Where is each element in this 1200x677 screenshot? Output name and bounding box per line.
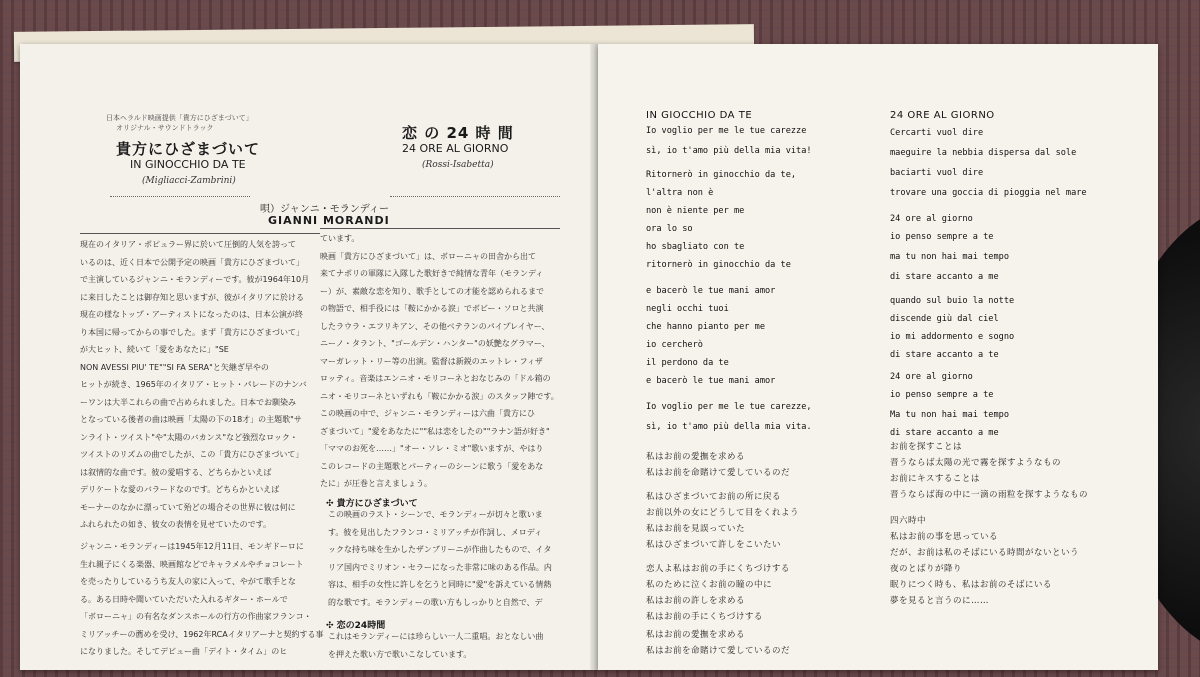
jp-lyric-line: 私はお前の許しを求める <box>646 596 746 606</box>
text-line: ーワンは大半これらの曲で占められました。日本でお馴染み <box>80 397 296 407</box>
lyric-line: io penso sempre a te <box>890 390 994 400</box>
song1-jp-title: 貴方にひざまづいて <box>116 140 261 158</box>
jp-lyric-line: お前にキスすることは <box>890 474 980 484</box>
lyric-line: io penso sempre a te <box>890 232 994 242</box>
article-column-2 <box>320 230 559 493</box>
text-line: が大ヒット、続いて「愛をあなたに」"SE <box>80 345 229 354</box>
text-line: になりました。そしてデビュー曲「デイト・タイム」のヒ <box>80 647 288 656</box>
text-line: の物語で、相手役には「鞍にかかる涙」でボビー・ソロと共演 <box>320 304 544 313</box>
lyric-line: Io voglio per me le tue carezze <box>646 126 807 136</box>
left-page <box>20 44 598 670</box>
jp-lyric-line: 私はお前の手にくちづけする <box>646 612 763 622</box>
lyric-line: ritornerò in ginocchio da te <box>646 260 791 270</box>
jp-lyric-line: 私はひざまづいて許しをこいたい <box>646 540 782 550</box>
jp-lyric-line: 私はひざまづいてお前の所に戻る <box>646 492 782 502</box>
jp-lyric-line: 私はお前を命賭けて愛しているのだ <box>646 468 791 478</box>
lyric-line: ho sbagliato con te <box>646 242 745 252</box>
text-line: 「ママのお死を……」"オー・ソレ・ミオ"歌いますが、やはり <box>320 444 544 453</box>
jp-lyric-line: 私はお前を命賭けて愛しているのだ <box>646 646 791 656</box>
lyrics2-title: 24 ORE AL GIORNO <box>890 110 995 121</box>
lyric-line: io mi addormento e sogno <box>890 332 1015 342</box>
jp-lyric-line: お前以外の女にどうして目をくれよう <box>646 508 800 518</box>
text-line: ニオ・モリコーネといずれも「鞍にかかる涙」のスタッフ陣です。 <box>320 391 559 401</box>
lyric-line: l'altra non è <box>646 188 714 198</box>
text-line: 生れ親子にくる楽器、映画館などでキャラメルやチョコレート <box>80 559 304 569</box>
jp-lyric-line: 晋うならば海の中に一滴の雨粒を探すようなもの <box>890 490 1089 500</box>
text-line: す。彼を見出したフランコ・ミリアッチが作詞し、メロディ <box>328 527 543 537</box>
jp-lyric-line: だが、お前は私のそばにいる時間がないという <box>890 548 1080 558</box>
jp-lyric-line: 夜のとばりが降り <box>890 564 963 574</box>
lyric-line: quando sul buio la notte <box>890 296 1015 306</box>
divider-rule-left <box>80 233 320 234</box>
lyric-line: Ritornerò in ginocchio da te, <box>646 170 797 180</box>
lyric-line: di stare accanto a me <box>890 428 999 438</box>
text-line: いるのは、近く日本で公開予定の映画「貴方にひざまづいて」 <box>80 257 304 267</box>
lyric-line: io cercherò <box>646 340 703 350</box>
song1-it-title: IN GINOCCHIO DA TE <box>130 158 246 171</box>
section-song1-text <box>328 506 552 611</box>
text-line: を売ったりしているうち友人の家に入って、やがて歌手とな <box>80 577 296 586</box>
text-line: モーナーのなかに漂っていて殆どの場合その世界に彼は何に <box>80 502 296 512</box>
jp-lyric-line: 夢を見ると言うのに…… <box>890 596 990 606</box>
lyric-line: sì, io t'amo più della mia vita! <box>646 146 812 156</box>
header-note-line-1: 日本ヘラルド映画提供「貴方にひざまづいて」 <box>106 114 253 122</box>
song2-jp-title: 恋 の 24 時 間 <box>402 124 514 142</box>
lyric-line: Ma tu non hai mai tempo <box>890 410 1009 420</box>
text-line: ー）が、素敵な恋を知り、歌手としての才能を認められるまで <box>320 286 544 296</box>
text-line: ミリアッチーの薦めを受け、1962年RCAイタリアーナと契約する事 <box>80 629 324 639</box>
lyric-line: sì, io t'amo più della mia vita. <box>646 422 812 432</box>
lyric-line: ma tu non hai mai tempo <box>890 252 1009 262</box>
jp-lyric-line: 私はお前の事を思っている <box>890 532 999 542</box>
text-line: 映画「貴方にひざまづいて」は、ボローニャの田舎から出て <box>320 251 536 261</box>
divider-rule-right <box>320 228 560 229</box>
text-line: この映画のラスト・シーンで、モランディーが切々と歌いま <box>328 510 543 519</box>
lyric-line: maeguire la nebbia dispersa dal sole <box>890 148 1077 158</box>
text-line: したラウラ・エフリキアン、その他ベテランのパイプレイヤー、 <box>320 321 550 331</box>
text-line: ヒットが続き、1965年のイタリア・ヒット・パレードのナンバ <box>80 380 307 389</box>
text-line: 現在のイタリア・ポピュラー界に於いて圧倒的人気を誇って <box>80 240 296 249</box>
lyric-line: Cercarti vuol dire <box>890 128 984 138</box>
decorative-dots-left <box>110 196 250 197</box>
text-line: 「ボローニャ」の有名なダンスホールの行方の作曲家フランコ・ <box>80 612 312 621</box>
text-line: 容は、相手の女性に許しを乞うと同時に"愛"を訴えている情熱 <box>328 580 552 589</box>
text-line: を押えた歌い方で歌いこなしています。 <box>328 649 472 659</box>
lyric-line: 24 ore al giorno <box>890 372 973 382</box>
text-line: たに」が圧巻と言えましょう。 <box>320 479 432 488</box>
right-page <box>598 44 1158 670</box>
lyrics1-title: IN GIOCCHIO DA TE <box>646 110 753 121</box>
lyric-line: e bacerò le tue mani amor <box>646 286 776 296</box>
text-line: 来てナポリの軍隊に入隊した歌好きで純情な青年（モランディ <box>320 269 544 278</box>
jp-lyric-line: 晋うならば太陽の光で霧を探すようなもの <box>890 458 1062 468</box>
section-song2-text <box>328 628 543 663</box>
song2-it-title: 24 ORE AL GIORNO <box>402 142 509 155</box>
text-line: NON AVESSI PIU' TE""SI FA SERA"と矢継ぎ早やの <box>80 362 269 372</box>
text-line: となっている後者の曲は映画「太陽の下の18才」の主題歌"サ <box>80 415 302 424</box>
jp-lyric-line: 四六時中 <box>890 516 927 526</box>
text-line: リア国内でミリオン・セラーになった非常に味のある作品。内 <box>328 562 552 572</box>
jp-lyric-line: 私はお前の愛撫を求める <box>646 452 746 462</box>
text-line: デリケートな愛のバラードなのです。どちらかといえば <box>80 485 280 494</box>
lyric-line: che hanno pianto per me <box>646 322 765 332</box>
text-line: これはモランディーには珍らしい一人二重唱。おとなしい曲 <box>328 632 544 641</box>
text-line: ロッティ。音楽はエンニオ・モリコーネとおなじみの「ドル箱の <box>320 374 551 383</box>
article-column-1b <box>80 538 323 661</box>
decorative-dots-right <box>390 196 560 197</box>
text-line: り本国に帰ってからの事でした。まず「貴方にひざまづいて」 <box>80 327 304 337</box>
section-heading-song2: ✣ 恋の24時間 <box>326 621 386 631</box>
lyric-line: Io voglio per me le tue carezze, <box>646 402 812 412</box>
text-line: ニーノ・タラント、"ゴールデン・ハンター"の妖艶なグラマー、 <box>320 339 550 348</box>
lyric-line: 24 ore al giorno <box>890 214 973 224</box>
jp-lyric-line: 眠りにつく時も、私はお前のそばにいる <box>890 580 1052 590</box>
text-line: ンライト・ツイスト"や"太陽のバカンス"など強烈なロック・ <box>80 432 298 442</box>
singer-en: GIANNI MORANDI <box>268 214 390 227</box>
text-line: この映画の中で、ジャンニ・モランディーは六曲「貴方にひ <box>320 409 536 418</box>
jp-lyric-line: 恋人よ私はお前の手にくちづけする <box>646 564 790 574</box>
lyric-line: baciarti vuol dire <box>890 168 984 178</box>
section-heading-song1: ✣ 貴方にひざまづいて <box>326 499 418 509</box>
text-line: ジャンニ・モランディーは1945年12月11日、モンギドーロに <box>80 542 304 551</box>
lyric-line: discende giù dal ciel <box>890 314 999 324</box>
lyric-line: non è niente per me <box>646 206 745 216</box>
text-line: る。ある日時や聞いていただいた入れるギター・ホールで <box>80 594 288 604</box>
text-line: ツイストのリズムの曲でしたが、この「貴方にひざまづいて」 <box>80 450 304 459</box>
lyric-line: di stare accanto a te <box>890 350 999 360</box>
text-line: 現在の様なトップ・アーティストになったのは、日本公演が終 <box>80 310 303 319</box>
header-note-line-2: オリジナル・サウンドトラック <box>116 124 214 132</box>
text-line: に来日したことは御存知と思いますが、彼がイタリアに於ける <box>80 292 304 302</box>
jp-lyric-line: お前を探すことは <box>890 442 963 452</box>
lyric-line: il perdono da te <box>646 358 729 368</box>
lyric-line: di stare accanto a me <box>890 272 999 282</box>
text-line: このレコードの主題歌とパーティーのシーンに歌う「愛をあな <box>320 461 544 471</box>
text-line: ています。 <box>320 234 360 243</box>
article-column-1 <box>80 236 309 534</box>
jp-lyric-line: 私はお前の愛撫を求める <box>646 630 746 640</box>
text-line: で主演しているジャンニ・モランディーです。彼が1964年10月 <box>80 275 310 284</box>
text-line: ックな持ち味を生かしたザンブリーニが作曲したもので、イタ <box>328 545 552 554</box>
lyric-line: ora lo so <box>646 224 693 234</box>
jp-lyric-line: 私のために泣くお前の瞳の中に <box>646 580 773 590</box>
text-line: 的な歌です。モランディーの歌い方もしっかりと自然で、デ <box>328 597 543 607</box>
song1-credit: (Migliacci-Zambrini) <box>142 176 236 186</box>
text-line: は叙情的な曲です。彼の愛唱する、どちらかといえば <box>80 467 272 477</box>
lyric-line: negli occhi tuoi <box>646 304 729 314</box>
jp-lyric-line: 私はお前を見誤っていた <box>646 524 746 534</box>
song2-credit: (Rossi-Isabetta) <box>422 160 494 170</box>
lyric-line: e bacerò le tue mani amor <box>646 376 776 386</box>
text-line: マーガレット・リー等の出演。監督は新鋭のエットレ・フィザ <box>320 356 543 366</box>
text-line: ふれられたの如き、彼女の表情を見せていたのです。 <box>80 520 272 529</box>
singer-jp: 唄）ジャンニ・モランディー <box>260 204 389 215</box>
lyric-line: trovare una goccia di pioggia nel mare <box>890 188 1087 198</box>
text-line: ざまづいて」"愛をあなたに""私は恋をしたの""ラナン語が好き" <box>320 426 550 436</box>
